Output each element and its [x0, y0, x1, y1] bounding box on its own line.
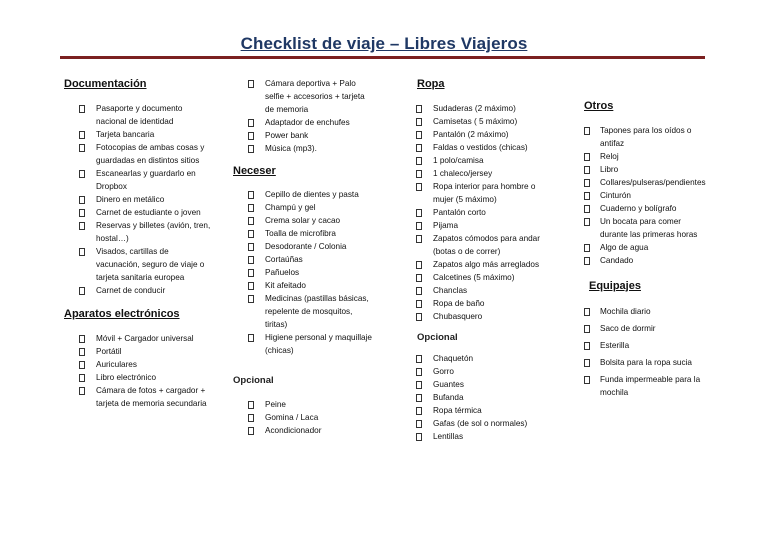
- ropa-opcional-label: Opcional: [417, 332, 458, 343]
- checklist-item-label: Cámara de fotos + cargador + tarjeta de memoria secundaria: [96, 386, 207, 408]
- checklist-item: [584, 356, 706, 369]
- checklist-item: [64, 358, 214, 371]
- checkbox[interactable]: [584, 376, 590, 384]
- checklist-item: [401, 102, 541, 115]
- checkbox[interactable]: [416, 420, 422, 428]
- checklist-item-label: Tarjeta bancaria: [96, 130, 155, 139]
- checklist-item-label: Dinero en metálico: [96, 195, 165, 204]
- checklist-item-label: 1 chaleco/jersey: [433, 169, 493, 178]
- checklist-item: [401, 271, 541, 284]
- checklist-item: [401, 378, 541, 391]
- checklist-item: [64, 102, 214, 128]
- checklist-item-label: Candado: [600, 256, 634, 265]
- checkbox[interactable]: [79, 387, 85, 395]
- checklist-item: [64, 219, 214, 245]
- checkbox[interactable]: [79, 144, 85, 152]
- checklist-item: [233, 266, 373, 279]
- checklist-item-label: Lentillas: [433, 432, 464, 441]
- checklist-item: [64, 167, 214, 193]
- checklist-item-label: Crema solar y cacao: [265, 216, 341, 225]
- checkbox[interactable]: [416, 407, 422, 415]
- checklist-item: [64, 245, 214, 284]
- checklist-item-label: Gafas (de sol o normales): [433, 419, 528, 428]
- checklist-item: [64, 384, 214, 410]
- checklist-item-label: Zapatos cómodos para andar (botas o de correr): [433, 234, 540, 256]
- checklist-item: [401, 232, 541, 258]
- neceser-opcional-list: [233, 398, 373, 437]
- checklist-item-label: Algo de agua: [600, 243, 649, 252]
- checklist-item-label: Gomina / Laca: [265, 413, 319, 422]
- checklist-item-label: Libro electrónico: [96, 373, 157, 382]
- checklist-item: [401, 141, 541, 154]
- checklist-item: [64, 332, 214, 345]
- checklist-item-label: Saco de dormir: [600, 324, 656, 333]
- checkbox[interactable]: [79, 131, 85, 139]
- checklist-item-label: Chanclas: [433, 286, 468, 295]
- checklist-item: [584, 215, 706, 241]
- checklist-item-label: Música (mp3).: [265, 144, 317, 153]
- checkbox[interactable]: [79, 287, 85, 295]
- checkbox[interactable]: [416, 394, 422, 402]
- column-2: [233, 77, 373, 437]
- checkbox[interactable]: [416, 209, 422, 217]
- checklist-item-label: Visados, cartillas de vacunación, seguro de viaje o tarjeta sanitaria europea: [96, 247, 205, 282]
- section-heading-aparatos: Aparatos electrónicos: [64, 308, 180, 320]
- checklist-item-label: Ropa térmica: [433, 406, 482, 415]
- checklist-item: [401, 284, 541, 297]
- checklist-item: [584, 176, 706, 189]
- checklist-item-label: Chubasquero: [433, 312, 483, 321]
- checkbox[interactable]: [416, 235, 422, 243]
- camera-accessories-list: [233, 77, 373, 155]
- checkbox[interactable]: [584, 342, 590, 350]
- checkbox[interactable]: [248, 230, 254, 238]
- checkbox[interactable]: [416, 144, 422, 152]
- checklist-item-label: Pijama: [433, 221, 459, 230]
- checklist-item: [233, 201, 373, 214]
- checklist-item: [584, 150, 706, 163]
- checkbox[interactable]: [248, 269, 254, 277]
- checkbox[interactable]: [416, 105, 422, 113]
- checkbox[interactable]: [584, 179, 590, 187]
- checkbox[interactable]: [248, 217, 254, 225]
- checklist-item: [233, 424, 373, 437]
- checklist-item-label: Pasaporte y documento nacional de identidad: [96, 104, 183, 126]
- checklist-item-label: Cepillo de dientes y pasta: [265, 190, 359, 199]
- checkbox[interactable]: [79, 196, 85, 204]
- checklist-item-label: Medicinas (pastillas básicas, repelente de mosquitos, tiritas): [265, 294, 369, 329]
- checklist-item-label: Cuaderno y bolígrafo: [600, 204, 677, 213]
- checkbox[interactable]: [79, 209, 85, 217]
- checklist-item: [233, 279, 373, 292]
- checkbox[interactable]: [79, 222, 85, 230]
- checklist-item: [64, 284, 214, 297]
- checkbox[interactable]: [79, 105, 85, 113]
- checklist-item: [233, 227, 373, 240]
- checklist-item: [233, 253, 373, 266]
- checklist-item-label: Esterilla: [600, 341, 630, 350]
- checklist-item-label: Kit afeitado: [265, 281, 306, 290]
- checklist-item: [233, 188, 373, 201]
- checklist-item: [233, 398, 373, 411]
- checkbox[interactable]: [248, 295, 254, 303]
- checkbox[interactable]: [584, 257, 590, 265]
- checklist-item: [401, 154, 541, 167]
- checkbox[interactable]: [248, 401, 254, 409]
- checklist-item-label: Funda impermeable para la mochila: [600, 375, 701, 397]
- checklist-item-label: Cinturón: [600, 191, 631, 200]
- otros-list: [584, 124, 706, 267]
- checklist-item: [64, 206, 214, 219]
- checklist-item-label: Power bank: [265, 131, 309, 140]
- checklist-item-label: Bolsita para la ropa sucia: [600, 358, 692, 367]
- checklist-item-label: Pantalón (2 máximo): [433, 130, 509, 139]
- checklist-item-label: Higiene personal y maquillaje (chicas): [265, 333, 372, 355]
- checklist-item-label: Mochila diario: [600, 307, 651, 316]
- checklist-item: [584, 163, 706, 176]
- checklist-item-label: Acondicionador: [265, 426, 322, 435]
- checklist-item-label: Escanearlas y guardarlo en Dropbox: [96, 169, 196, 191]
- section-heading-otros: Otros: [584, 100, 614, 112]
- checkbox[interactable]: [416, 300, 422, 308]
- checkbox[interactable]: [248, 145, 254, 153]
- checklist-item: [233, 411, 373, 424]
- checkbox[interactable]: [416, 368, 422, 376]
- checkbox[interactable]: [416, 157, 422, 165]
- checklist-item-label: Bufanda: [433, 393, 464, 402]
- checklist-item-label: Tapones para los oídos o antifaz: [600, 126, 692, 148]
- checklist-item-label: Libro: [600, 165, 619, 174]
- checklist-item: [584, 124, 706, 150]
- checklist-item: [401, 404, 541, 417]
- checklist-item: [401, 417, 541, 430]
- checklist-item-label: Auriculares: [96, 360, 137, 369]
- checklist-item-label: Ropa de baño: [433, 299, 485, 308]
- checkbox[interactable]: [584, 218, 590, 226]
- checklist-item-label: Cortaúñas: [265, 255, 303, 264]
- section-heading-equipajes: Equipajes: [589, 280, 641, 292]
- checkbox[interactable]: [416, 287, 422, 295]
- checkbox[interactable]: [416, 183, 422, 191]
- checkbox[interactable]: [416, 313, 422, 321]
- checklist-item-label: Reloj: [600, 152, 619, 161]
- checkbox[interactable]: [584, 244, 590, 252]
- neceser-list: [233, 188, 373, 357]
- checklist-item: [584, 202, 706, 215]
- checklist-item: [64, 193, 214, 206]
- checkbox[interactable]: [79, 335, 85, 343]
- checklist-item: [401, 219, 541, 232]
- checklist-item: [584, 189, 706, 202]
- checklist-item: [233, 240, 373, 253]
- checkbox[interactable]: [416, 261, 422, 269]
- checklist-item: [401, 352, 541, 365]
- checklist-item: [233, 116, 373, 129]
- checklist-item-label: Collares/pulseras/pendientes: [600, 178, 706, 187]
- checklist-item: [584, 373, 706, 399]
- checkbox[interactable]: [416, 131, 422, 139]
- checklist-item-label: Zapatos algo más arreglados: [433, 260, 540, 269]
- checklist-item-label: Pantalón corto: [433, 208, 486, 217]
- checklist-item-label: Desodorante / Colonia: [265, 242, 347, 251]
- checkbox[interactable]: [79, 248, 85, 256]
- checklist-item-label: Reservas y billetes (avión, tren, hostal…): [96, 221, 211, 243]
- checkbox[interactable]: [584, 153, 590, 161]
- checkbox[interactable]: [79, 170, 85, 178]
- checklist-item-label: Toalla de microfibra: [265, 229, 336, 238]
- checklist-item: [401, 167, 541, 180]
- checklist-item: [401, 180, 541, 206]
- checklist-item: [233, 129, 373, 142]
- checklist-item: [233, 142, 373, 155]
- checklist-item-label: Móvil + Cargador universal: [96, 334, 194, 343]
- checklist-item-label: Ropa interior para hombre o mujer (5 máximo): [433, 182, 536, 204]
- checkbox[interactable]: [416, 355, 422, 363]
- ropa-list: [401, 102, 541, 323]
- checklist-item-label: Chaquetón: [433, 354, 474, 363]
- ropa-opcional-list: [401, 352, 541, 443]
- checkbox[interactable]: [248, 119, 254, 127]
- checklist-item: [584, 339, 706, 352]
- checklist-item-label: Calcetines (5 máximo): [433, 273, 515, 282]
- section-heading-documentacion: Documentación: [64, 78, 147, 90]
- checklist-item-label: 1 polo/camisa: [433, 156, 484, 165]
- checklist-item: [584, 322, 706, 335]
- section-heading-neceser: Neceser: [233, 165, 276, 177]
- checkbox[interactable]: [248, 414, 254, 422]
- checklist-item: [401, 128, 541, 141]
- checklist-item: [584, 254, 706, 267]
- checklist-item-label: Gorro: [433, 367, 454, 376]
- checkbox[interactable]: [248, 282, 254, 290]
- checklist-item: [584, 305, 706, 318]
- checklist-item-label: Portátil: [96, 347, 122, 356]
- checkbox[interactable]: [248, 243, 254, 251]
- equipajes-list: [584, 305, 706, 399]
- checkbox[interactable]: [584, 308, 590, 316]
- section-heading-ropa: Ropa: [417, 78, 445, 90]
- checklist-item-label: Faldas o vestidos (chicas): [433, 143, 528, 152]
- checklist-item: [64, 345, 214, 358]
- checklist-item-label: Sudaderas (2 máximo): [433, 104, 516, 113]
- checkbox[interactable]: [584, 325, 590, 333]
- checkbox[interactable]: [416, 170, 422, 178]
- checklist-item: [64, 128, 214, 141]
- checkbox[interactable]: [79, 374, 85, 382]
- checkbox[interactable]: [79, 361, 85, 369]
- checkbox[interactable]: [416, 118, 422, 126]
- column-1: [64, 78, 214, 410]
- checkbox[interactable]: [248, 191, 254, 199]
- checkbox[interactable]: [248, 427, 254, 435]
- checklist-item-label: Champú y gel: [265, 203, 316, 212]
- checklist-item: [584, 241, 706, 254]
- checkbox[interactable]: [416, 433, 422, 441]
- checklist-item-label: Guantes: [433, 380, 464, 389]
- checkbox[interactable]: [248, 334, 254, 342]
- checklist-item: [401, 430, 541, 443]
- aparatos-list: [64, 332, 214, 410]
- checklist-item: [401, 391, 541, 404]
- checklist-item: [233, 214, 373, 227]
- checkbox[interactable]: [248, 132, 254, 140]
- checklist-item: [64, 141, 214, 167]
- checklist-item: [233, 292, 373, 331]
- checklist-item: [233, 331, 373, 357]
- checklist-item: [233, 77, 373, 116]
- checkbox[interactable]: [79, 348, 85, 356]
- checklist-item-label: Fotocopias de ambas cosas y guardadas en distintos sitios: [96, 143, 205, 165]
- neceser-opcional-label: Opcional: [233, 375, 274, 386]
- checkbox[interactable]: [584, 205, 590, 213]
- checklist-item-label: Carnet de estudiante o joven: [96, 208, 201, 217]
- checklist-item: [401, 258, 541, 271]
- checklist-item: [401, 310, 541, 323]
- page-title: Checklist de viaje – Libres Viajeros: [240, 34, 528, 53]
- column-3: [401, 78, 541, 443]
- checklist-item: [401, 206, 541, 219]
- checklist-item-label: Pañuelos: [265, 268, 300, 277]
- checklist-item: [401, 365, 541, 378]
- column-4: [584, 100, 706, 403]
- checklist-item-label: Camisetas ( 5 máximo): [433, 117, 518, 126]
- checklist-item-label: Peine: [265, 400, 286, 409]
- checkbox[interactable]: [584, 127, 590, 135]
- checklist-item-label: Adaptador de enchufes: [265, 118, 350, 127]
- checkbox[interactable]: [584, 359, 590, 367]
- checkbox[interactable]: [584, 166, 590, 174]
- checklist-item: [64, 371, 214, 384]
- checkbox[interactable]: [416, 381, 422, 389]
- checkbox[interactable]: [248, 256, 254, 264]
- checklist-item-label: Carnet de conducir: [96, 286, 166, 295]
- checklist-item: [401, 115, 541, 128]
- checkbox[interactable]: [416, 274, 422, 282]
- checkbox[interactable]: [248, 80, 254, 88]
- checkbox[interactable]: [416, 222, 422, 230]
- title-divider: [60, 56, 705, 59]
- checklist-item: [401, 297, 541, 310]
- checklist-item-label: Cámara deportiva + Palo selfie + accesorios + tarjeta de memoria: [265, 79, 365, 114]
- checkbox[interactable]: [248, 204, 254, 212]
- checkbox[interactable]: [584, 192, 590, 200]
- checklist-item-label: Un bocata para comer durante las primeras horas: [600, 217, 698, 239]
- documentacion-list: [64, 102, 214, 297]
